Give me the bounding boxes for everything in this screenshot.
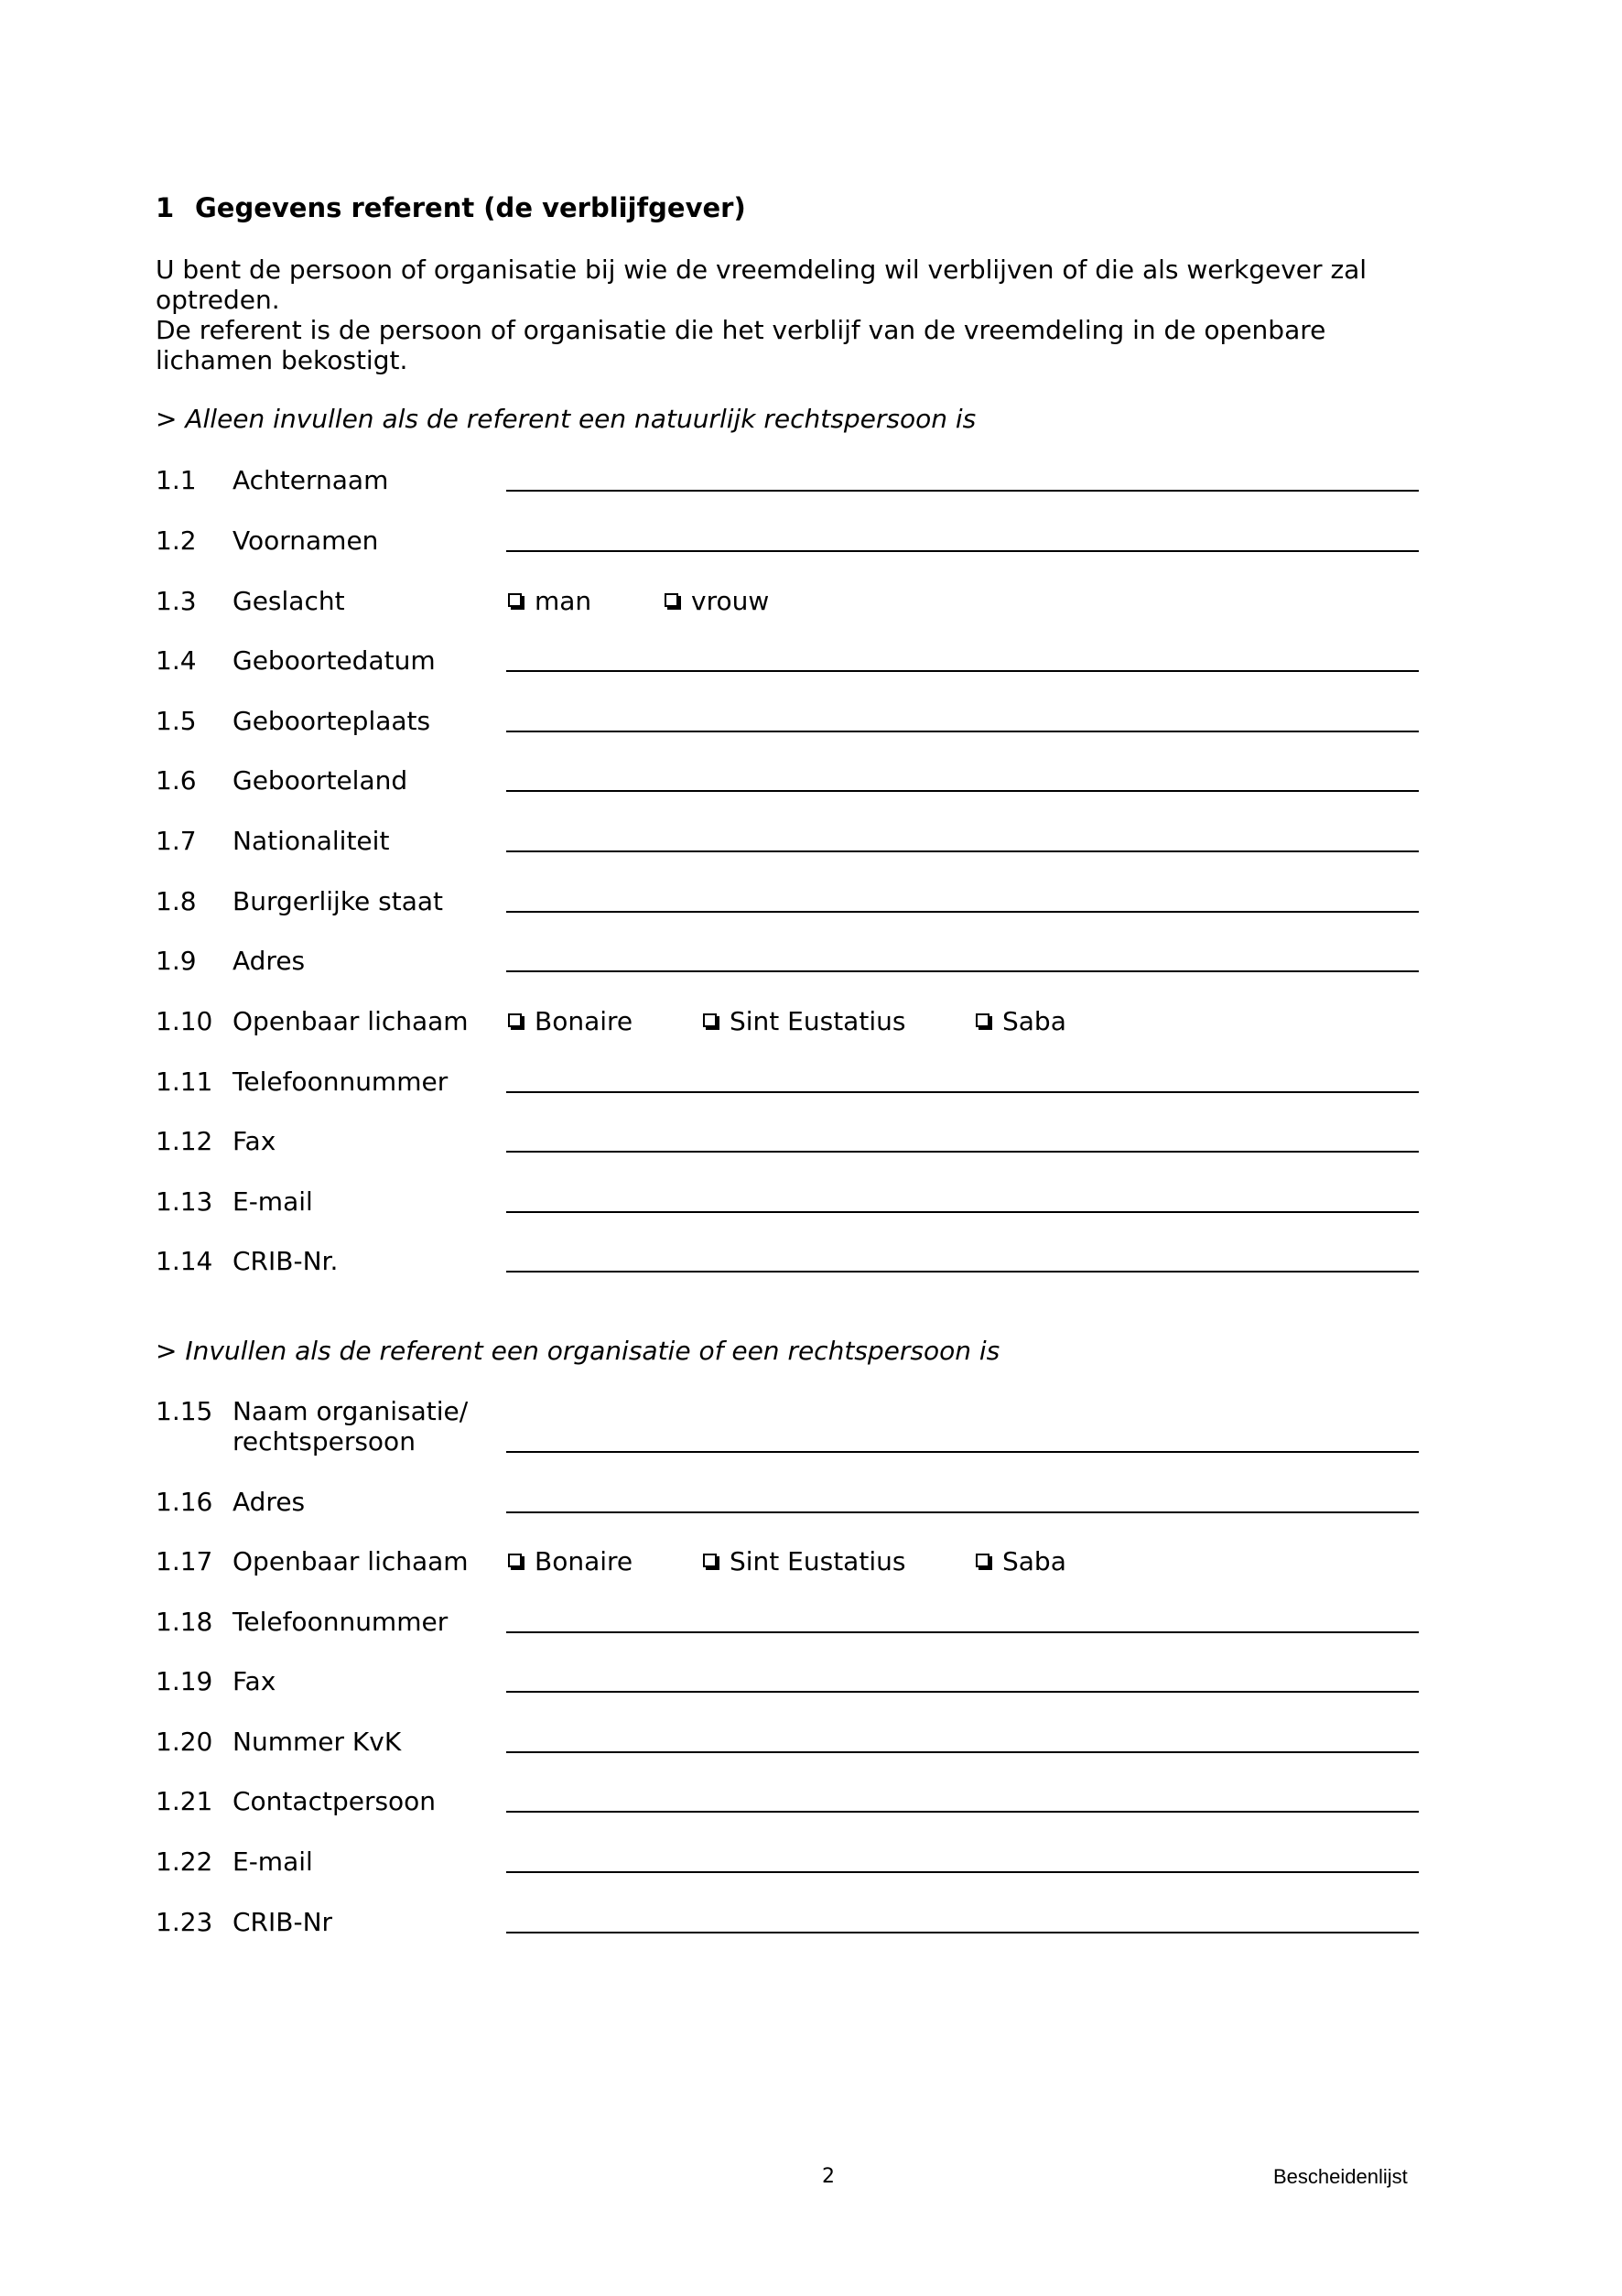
checkbox-label: vrouw [691, 586, 770, 616]
field-number: 1.10 [156, 1006, 213, 1036]
field-label-line-2: rechtspersoon [232, 1426, 416, 1457]
checkbox-icon[interactable] [665, 593, 678, 607]
checkbox-sint-eustatius-organisatie[interactable] [703, 1543, 905, 1580]
input-line-crib-nr[interactable] [506, 1271, 1419, 1273]
checkbox-icon[interactable] [976, 1013, 989, 1027]
field-number: 1.14 [156, 1246, 213, 1276]
field-label: Telefoonnummer [232, 1067, 449, 1097]
checkbox-label: Sint Eustatius [730, 1546, 906, 1576]
field-label: Nationaliteit [232, 826, 390, 856]
input-line-fax[interactable] [506, 1151, 1419, 1153]
field-label: Geslacht [232, 586, 345, 616]
checkbox-bonaire-organisatie[interactable] [508, 1543, 633, 1580]
input-line-email-organisatie[interactable] [506, 1871, 1419, 1873]
field-label: Openbaar lichaam [232, 1546, 469, 1576]
checkbox-label: Saba [1002, 1006, 1066, 1036]
input-line-voornamen[interactable] [506, 550, 1419, 552]
footer-document-title: Bescheidenlijst [1273, 2165, 1408, 2188]
field-number: 1.9 [156, 946, 197, 976]
field-label [232, 1396, 468, 1457]
field-number: 1.16 [156, 1487, 213, 1517]
field-number: 1.15 [156, 1396, 213, 1426]
page-number: 2 [822, 2165, 835, 2188]
field-number: 1.6 [156, 765, 197, 796]
field-label: Adres [232, 1487, 306, 1517]
checkbox-icon[interactable] [508, 1554, 522, 1567]
field-number: 1.5 [156, 706, 197, 736]
field-number: 1.22 [156, 1847, 213, 1877]
checkbox-icon[interactable] [703, 1554, 717, 1567]
section-title: Gegevens referent (de verblijfgever) [195, 192, 746, 223]
input-line-contactpersoon[interactable] [506, 1811, 1419, 1813]
field-number: 1.13 [156, 1186, 213, 1217]
input-line-telefoonnummer[interactable] [506, 1091, 1419, 1093]
field-label: Contactpersoon [232, 1786, 437, 1816]
field-label: Geboorteplaats [232, 706, 431, 736]
checkbox-bonaire[interactable] [508, 1003, 633, 1040]
input-line-geboorteplaats[interactable] [506, 731, 1419, 732]
intro-text [156, 255, 1437, 375]
input-line-adres[interactable] [506, 970, 1419, 972]
field-label: CRIB-Nr [232, 1907, 333, 1937]
section-heading [156, 192, 746, 223]
checkbox-vrouw[interactable] [665, 583, 769, 620]
field-label: Adres [232, 946, 306, 976]
checkbox-icon[interactable] [508, 593, 522, 607]
field-label-line-1: Naam organisatie/ [232, 1396, 469, 1426]
field-number: 1.7 [156, 826, 197, 856]
intro-paragraph-1: U bent de persoon of organisatie bij wie de vreemdeling wil verblijven of die als werkgever zal optreden. [156, 255, 1368, 315]
checkbox-sint-eustatius[interactable] [703, 1003, 905, 1040]
input-line-geboortedatum[interactable] [506, 670, 1419, 672]
checkbox-icon[interactable] [703, 1013, 717, 1027]
checkbox-label: Bonaire [535, 1546, 633, 1576]
field-number: 1.12 [156, 1126, 213, 1156]
field-label: Fax [232, 1126, 276, 1156]
field-label: E-mail [232, 1186, 313, 1217]
field-number: 1.18 [156, 1607, 213, 1637]
field-label: Nummer KvK [232, 1727, 402, 1757]
field-number: 1.1 [156, 465, 197, 495]
field-label: E-mail [232, 1847, 313, 1877]
input-line-geboorteland[interactable] [506, 790, 1419, 792]
field-number: 1.8 [156, 886, 197, 916]
input-line-naam-organisatie[interactable] [506, 1451, 1419, 1453]
checkbox-man[interactable] [508, 583, 591, 620]
input-line-telefoonnummer-organisatie[interactable] [506, 1631, 1419, 1633]
section-number: 1 [156, 192, 175, 223]
field-number: 1.20 [156, 1727, 213, 1757]
input-line-nationaliteit[interactable] [506, 850, 1419, 852]
field-number: 1.21 [156, 1786, 213, 1816]
field-label: Fax [232, 1666, 276, 1696]
field-label: Geboorteland [232, 765, 408, 796]
field-number: 1.23 [156, 1907, 213, 1937]
input-line-burgerlijke-staat[interactable] [506, 911, 1419, 913]
input-line-nummer-kvk[interactable] [506, 1751, 1419, 1753]
input-line-achternaam[interactable] [506, 490, 1419, 492]
field-number: 1.3 [156, 586, 197, 616]
note-organisation: > Invullen als de referent een organisatie of een rechtspersoon is [156, 1336, 1000, 1366]
intro-paragraph-2: De referent is de persoon of organisatie die het verblijf van de vreemdeling in de openbare lichamen bekostigt. [156, 315, 1326, 375]
field-number: 1.11 [156, 1067, 213, 1097]
input-line-crib-nr-organisatie[interactable] [506, 1932, 1419, 1933]
checkbox-label: Sint Eustatius [730, 1006, 906, 1036]
field-number: 1.19 [156, 1666, 213, 1696]
field-number: 1.17 [156, 1546, 213, 1576]
field-label: Openbaar lichaam [232, 1006, 469, 1036]
checkbox-label: man [535, 586, 592, 616]
input-line-adres-organisatie[interactable] [506, 1511, 1419, 1513]
checkbox-icon[interactable] [976, 1554, 989, 1567]
field-number: 1.2 [156, 525, 197, 556]
note-natural-person: > Alleen invullen als de referent een natuurlijk rechtspersoon is [156, 404, 977, 434]
checkbox-label: Saba [1002, 1546, 1066, 1576]
checkbox-icon[interactable] [508, 1013, 522, 1027]
field-label: Burgerlijke staat [232, 886, 444, 916]
checkbox-label: Bonaire [535, 1006, 633, 1036]
field-label: Telefoonnummer [232, 1607, 449, 1637]
field-label: Voornamen [232, 525, 379, 556]
field-label: CRIB-Nr. [232, 1246, 339, 1276]
checkbox-saba-organisatie[interactable] [976, 1543, 1066, 1580]
field-label: Geboortedatum [232, 645, 436, 676]
checkbox-saba[interactable] [976, 1003, 1066, 1040]
input-line-fax-organisatie[interactable] [506, 1691, 1419, 1693]
input-line-email[interactable] [506, 1211, 1419, 1213]
field-number: 1.4 [156, 645, 197, 676]
field-label: Achternaam [232, 465, 389, 495]
